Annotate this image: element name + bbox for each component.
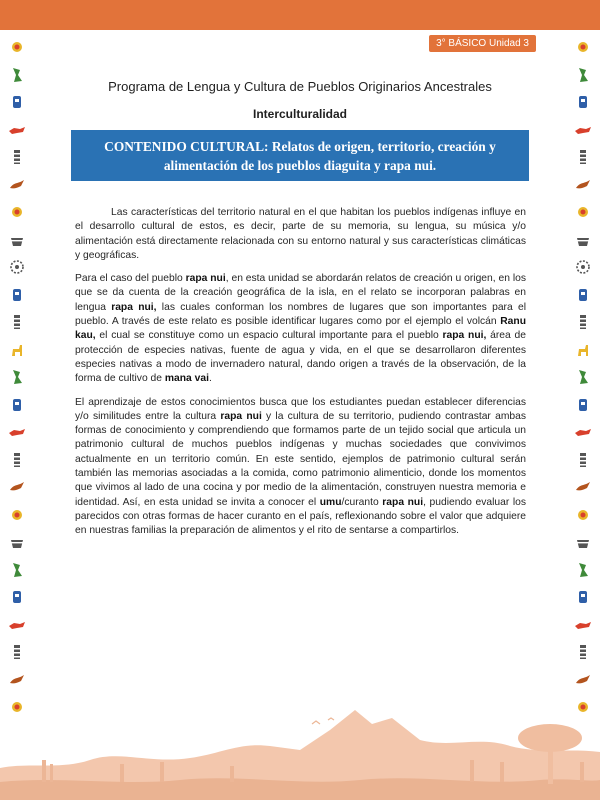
red-fox-icon	[8, 121, 26, 139]
left-ornament-border	[0, 30, 34, 720]
text-run: , pudiendo evaluar los parecidos con otras formas de hacer curanto en el país, reflexionando sobre el valor que adquiere en nuestras familias la preparación de alimentos y el rito de sentarse a compartirlos.	[75, 496, 526, 537]
blue-figure-icon	[574, 93, 592, 111]
paragraph-2	[75, 272, 526, 386]
bird-icon	[574, 478, 592, 496]
cultural-content-box	[71, 130, 529, 181]
sun-ornament-icon	[8, 506, 26, 524]
text-run: Para el caso del pueblo	[75, 273, 186, 285]
bold-term: rapa nui	[185, 273, 226, 285]
bold-term: rapa nui	[220, 410, 262, 422]
green-figure-icon	[574, 561, 592, 579]
sun-ornament-icon	[574, 203, 592, 221]
text-run: el cual se constituye como un espacio cultural importante para el pueblo	[95, 330, 443, 342]
paragraph-3	[75, 396, 526, 539]
bold-term: rapa nui,	[111, 301, 157, 313]
content-box-line-2: alimentación de los pueblos diaguita y rapa nui.	[163, 158, 437, 173]
basket-icon	[8, 231, 26, 249]
red-fox-icon	[574, 121, 592, 139]
sun-ornament-icon	[8, 38, 26, 56]
bold-term: Ranu kau,	[75, 316, 526, 342]
blue-figure-icon	[8, 588, 26, 606]
red-fox-icon	[574, 423, 592, 441]
llama-icon	[574, 341, 592, 359]
green-figure-icon	[8, 561, 26, 579]
green-figure-icon	[8, 66, 26, 84]
program-title: Programa de Lengua y Cultura de Pueblos Originarios Ancestrales	[108, 79, 492, 94]
green-figure-icon	[574, 368, 592, 386]
text-run: , en esta unidad se abordarán relatos de creación u origen, en los que se da cuenta de la creación geográfica de la isla, en el relato se incorporan palabras en lengua	[75, 273, 527, 313]
basket-icon	[574, 231, 592, 249]
text-run: área de protección de especies nativas, fuente de agua y vida, en el que se desarrollaron diferentes especies nativas a modo de invernadero natural, dando origen a través de la observación, de la forma de cultivo de	[75, 330, 526, 385]
bold-term: rapa nui,	[442, 330, 487, 342]
striped-figure-icon	[8, 313, 26, 331]
top-orange-bar	[0, 0, 600, 30]
bird-icon	[8, 671, 26, 689]
striped-figure-icon	[574, 451, 592, 469]
striped-figure-icon	[8, 643, 26, 661]
footer-landscape-illustration	[0, 690, 600, 800]
blue-figure-icon	[8, 396, 26, 414]
blue-figure-icon	[574, 588, 592, 606]
text-run: y la cultura de su territorio, pudiendo contrastar ambas formas de conocimiento y comprendiendo que formamos parte de un tejido social que articula un patrimonio cultural de muchos pueblos indígenas y muchas sociedades que convivimos actualmente en un territorio común. En este sentido, ejemplos de patrimonio cultural serán también las memorias asociadas a la comida, como patrimonio alimenticio, donde los momentos que vivimos al lado de una cocina y por medio de la alimentación, construyen nuestra memoria e identidad. Así, en esta unidad se invita a conocer el	[75, 410, 527, 508]
bold-term: umu	[319, 496, 342, 508]
section-subtitle: Interculturalidad	[252, 107, 347, 121]
bird-icon	[574, 176, 592, 194]
text-run: las cuales conforman los nombres de lugares que son importantes para el pueblo. A través de este relato es posible identificar lugares como por el ejemplo el volcán	[75, 301, 526, 328]
bird-icon	[8, 478, 26, 496]
blue-figure-icon	[8, 286, 26, 304]
striped-figure-icon	[574, 643, 592, 661]
basket-icon	[574, 533, 592, 551]
red-fox-icon	[8, 616, 26, 634]
birds-silhouettes	[312, 718, 334, 724]
bold-term: mana vai	[164, 373, 209, 385]
striped-figure-icon	[574, 148, 592, 166]
sun-ornament-icon	[574, 38, 592, 56]
llama-icon	[8, 341, 26, 359]
basket-icon	[8, 533, 26, 551]
red-fox-icon	[8, 423, 26, 441]
bird-icon	[574, 671, 592, 689]
blue-figure-icon	[574, 286, 592, 304]
red-fox-icon	[574, 616, 592, 634]
sun-ornament-icon	[8, 203, 26, 221]
text-run: .	[208, 373, 212, 385]
content-box-line-1: CONTENIDO CULTURAL: Relatos de origen, territorio, creación y	[104, 139, 496, 154]
blue-figure-icon	[574, 396, 592, 414]
star-ornament-icon	[8, 258, 26, 276]
text-run: /curanto	[341, 496, 383, 508]
bold-term: rapa nui	[382, 496, 424, 508]
green-figure-icon	[8, 368, 26, 386]
right-ornament-border	[566, 30, 600, 720]
green-figure-icon	[574, 66, 592, 84]
striped-figure-icon	[8, 451, 26, 469]
paragraph-1: Las características del territorio natural en el que habitan los pueblos indígenas influye en el desarrollo cultural de estos, es decir, parte de su memoria, su lengua, su música y/o alimentación está directamente relacionada con su entorno natural y sus características climáticas y geográficas.	[75, 207, 526, 261]
sun-ornament-icon	[574, 506, 592, 524]
star-ornament-icon	[574, 258, 592, 276]
text-run: El aprendizaje de estos conocimientos busca que los estudiantes puedan establecer diferencias y/o similitudes entre la cultura	[75, 396, 526, 422]
striped-figure-icon	[574, 313, 592, 331]
body-text	[75, 206, 526, 548]
bird-icon	[8, 176, 26, 194]
unit-badge: 3° BÁSICO Unidad 3	[429, 35, 536, 52]
striped-figure-icon	[8, 148, 26, 166]
blue-figure-icon	[8, 93, 26, 111]
